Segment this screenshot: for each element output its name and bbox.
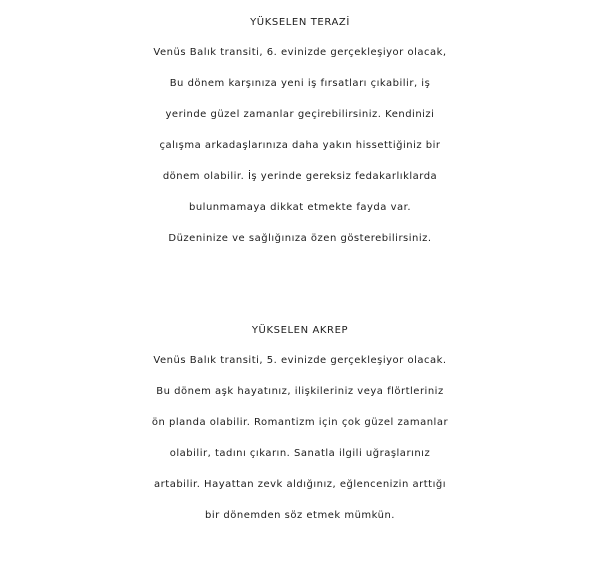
section-title: YÜKSELEN AKREP <box>251 325 349 336</box>
text-line: Bu dönem karşınıza yeni iş fırsatları çıkabilir, iş <box>169 78 431 89</box>
text-line: Venüs Balık transiti, 5. evinizde gerçekleşiyor olacak. <box>153 355 447 366</box>
text-line: çalışma arkadaşlarınıza daha yakın hissettiğiniz bir <box>159 140 441 151</box>
text-line: bir dönemden söz etmek mümkün. <box>205 510 395 521</box>
text-line: Düzeninize ve sağlığınıza özen gösterebilirsiniz. <box>168 233 432 244</box>
text-line: ön planda olabilir. Romantizm için çok güzel zamanlar <box>151 417 449 428</box>
section-yukselen-terazi <box>0 9 600 254</box>
text-line: Bu dönem aşk hayatınız, ilişkileriniz veya flörtleriniz <box>156 386 444 397</box>
text-line: Venüs Balık transiti, 6. evinizde gerçekleşiyor olacak, <box>153 47 447 58</box>
text-line: artabilir. Hayattan zevk aldığınız, eğlencenizin arttığı <box>154 479 446 490</box>
text-line: olabilir, tadını çıkarın. Sanatla ilgili uğraşlarınız <box>169 448 431 459</box>
section-yukselen-akrep <box>0 317 600 531</box>
text-line: bulunmamaya dikkat etmekte fayda var. <box>188 202 411 213</box>
section-title: YÜKSELEN TERAZİ <box>250 17 350 28</box>
text-line: yerinde güzel zamanlar geçirebilirsiniz. Kendinizi <box>165 109 435 120</box>
text-line: dönem olabilir. İş yerinde gereksiz fedakarlıklarda <box>162 171 438 182</box>
